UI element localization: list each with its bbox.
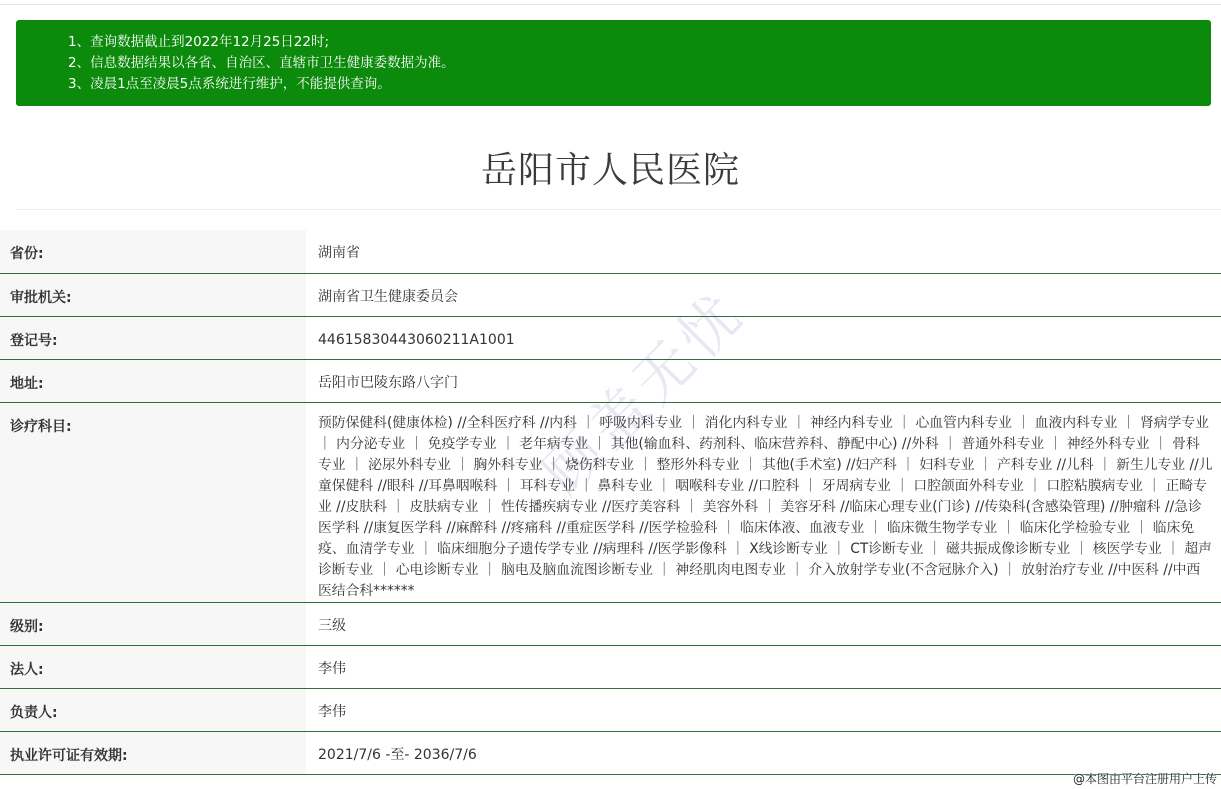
row-approval-authority: [0, 273, 1221, 316]
field-value-departments: 预防保健科(健康体检) //全科医疗科 //内科 ｜ 呼吸内科专业 ｜ 消化内科专业 ｜ 神经内科专业 ｜ 心血管内科专业 ｜ 血液内科专业 ｜ 肾病学专业 ｜ 内分泌专业 ｜ 免疫学专业 ｜ 老年病专业 ｜ 其他(输血科、药剂科、临床营养科、静配中心) //外科 ｜ 普通外科专业 ｜ 神经外科专业 ｜ 骨科专业 ｜ 泌尿外科专业 ｜ 胸外科专业 ｜ 烧伤科专业 ｜ 整形外科专业 ｜ 其他(手术室) //妇产科 ｜ 妇科专业 ｜ 产科专业 //儿科 ｜ 新生儿专业 //儿童保健科 //眼科 //耳鼻咽喉科 ｜ 耳科专业 ｜ 鼻科专业 ｜ 咽喉科专业 //口腔科 ｜ 牙周病专业 ｜ 口腔颌面外科专业 ｜ 口腔粘膜病专业 ｜ 正畸专业 //皮肤科 ｜ 皮肤病专业 ｜ 性传播疾病专业 //医疗美容科 ｜ 美容外科 ｜ 美容牙科 //临床心理专业(门诊) //传染科(含感染管理) //肿瘤科 //急诊医学科 //康复医学科 //麻醉科 //疼痛科 //重症医学科 //医学检验科 ｜ 临床体液、血液专业 ｜ 临床微生物学专业 ｜ 临床化学检验专业 ｜ 临床免疫、血清学专业 ｜ 临床细胞分子遗传学专业 //病理科 //医学影像科 ｜ X线诊断专业 ｜ CT诊断专业 ｜ 磁共振成像诊断专业 ｜ 核医学专业 ｜ 超声诊断专业 ｜ 心电诊断专业 ｜ 脑电及脑血流图诊断专业 ｜ 神经肌肉电图专业 ｜ 介入放射学专业(不含冠脉介入) ｜ 放射治疗专业 //中医科 //中西医结合科******: [306, 402, 1221, 602]
hospital-info-table: [0, 230, 1221, 775]
watermark: 顾盖无忧: [529, 278, 759, 508]
field-label: 登记号:: [0, 316, 306, 359]
field-value-legal-person: 李伟: [306, 645, 1221, 688]
field-label: 法人:: [0, 645, 306, 688]
notice-line-2: 2、信息数据结果以各省、自治区、直辖市卫生健康委数据为准。: [68, 55, 455, 71]
hospital-name: 岳阳市人民医院: [480, 150, 740, 191]
notice-banner: [16, 20, 1211, 106]
top-border: [0, 0, 1221, 5]
notice-line-3: 3、凌晨1点至凌晨5点系统进行维护，不能提供查询。: [68, 76, 391, 92]
row-legal-person: [0, 645, 1221, 688]
field-value-license-validity: 2021/7/6 -至- 2036/7/6: [306, 731, 1221, 774]
field-value-approval-authority: 湖南省卫生健康委员会: [306, 273, 1221, 316]
row-departments: [0, 402, 1221, 602]
field-value-province: 湖南省: [306, 230, 1221, 273]
field-label: 负责人:: [0, 688, 306, 731]
notice-line-1: 1、查询数据截止到2022年12月25日22时;: [68, 34, 330, 50]
row-registration-number: [0, 316, 1221, 359]
title-divider: [16, 209, 1221, 210]
field-label: 审批机关:: [0, 273, 306, 316]
row-province: [0, 230, 1221, 273]
row-address: [0, 359, 1221, 402]
row-person-in-charge: [0, 688, 1221, 731]
field-value-person-in-charge: 李伟: [306, 688, 1221, 731]
field-label: 地址:: [0, 359, 306, 402]
field-value-level: 三级: [306, 602, 1221, 645]
upload-credit: @本图由平台注册用户上传: [1072, 772, 1217, 786]
field-value-registration-number: 44615830443060211A1001: [306, 316, 1221, 359]
field-label: 省份:: [0, 230, 306, 273]
field-label: 级别:: [0, 602, 306, 645]
row-level: [0, 602, 1221, 645]
field-label: 执业许可证有效期:: [0, 731, 306, 774]
field-value-address: 岳阳市巴陵东路八字门: [306, 359, 1221, 402]
row-license-validity: [0, 731, 1221, 774]
field-label: 诊疗科目:: [0, 402, 306, 602]
